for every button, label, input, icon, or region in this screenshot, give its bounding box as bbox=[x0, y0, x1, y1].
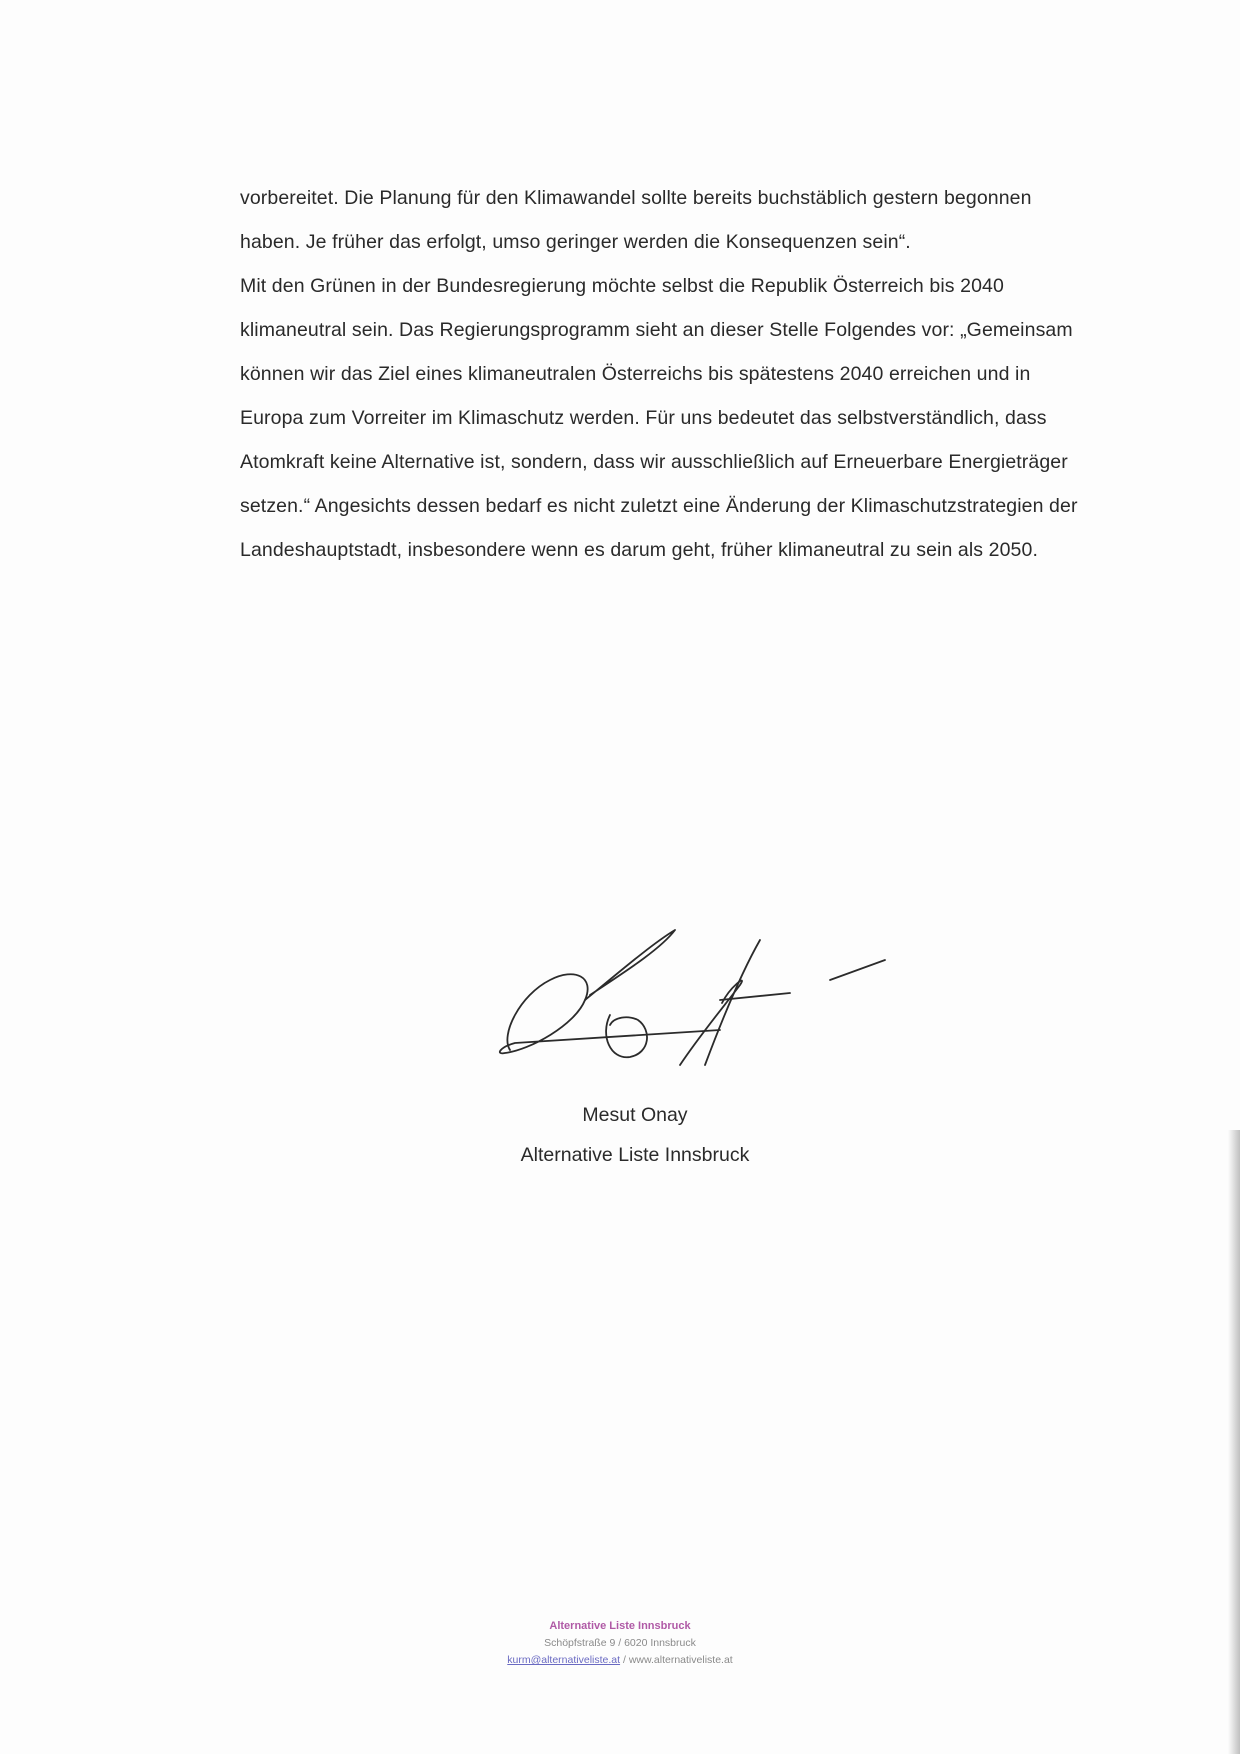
handwritten-signature bbox=[490, 925, 910, 1080]
page-edge-shadow bbox=[1228, 1130, 1240, 1754]
footer-organization: Alternative Liste Innsbruck bbox=[549, 1620, 691, 1632]
letterhead-footer bbox=[420, 1618, 820, 1669]
footer-contact-line bbox=[420, 1652, 820, 1669]
footer-website[interactable]: www.alternativeliste.at bbox=[628, 1654, 733, 1666]
signer-organization: Alternative Liste Innsbruck bbox=[520, 1144, 750, 1166]
signer-name: Mesut Onay bbox=[582, 1104, 688, 1126]
paragraph-climate-neutral: Mit den Grünen in der Bundesregierung möchte selbst die Republik Österreich bis 2040 klimaneutral sein. Das Regierungsprogramm sieht an dieser Stelle Folgendes vor: „Gemeinsam können wir das Ziel eines klimaneutralen Österreichs bis spätestens 2040 erreichen und in Europa zum Vorreiter im Klimaschutz werden. Für uns bedeutet das selbstverständlich, dass Atomkraft keine Alternative ist, sondern, dass wir ausschließlich auf Erneuerbare Energieträger setzen.“ Angesichts dessen bedarf es nicht zuletzt eine Änderung der Klimaschutzstrategien der Landeshauptstadt, insbesondere wenn es darum geht, früher klimaneutral zu sein als 2050. bbox=[240, 275, 1078, 561]
footer-email-link[interactable]: kurm@alternativeliste.at bbox=[507, 1654, 621, 1666]
paragraph-continuation: vorbereitet. Die Planung für den Klimawandel sollte bereits buchstäblich gestern begonnen haben. Je früher das erfolgt, umso geringer werden die Konsequenzen sein“. bbox=[240, 187, 1032, 253]
signature-block bbox=[440, 925, 940, 1166]
footer-separator: / bbox=[620, 1654, 629, 1666]
body-text bbox=[240, 176, 1090, 572]
footer-address: Schöpfstraße 9 / 6020 Innsbruck bbox=[544, 1637, 696, 1649]
